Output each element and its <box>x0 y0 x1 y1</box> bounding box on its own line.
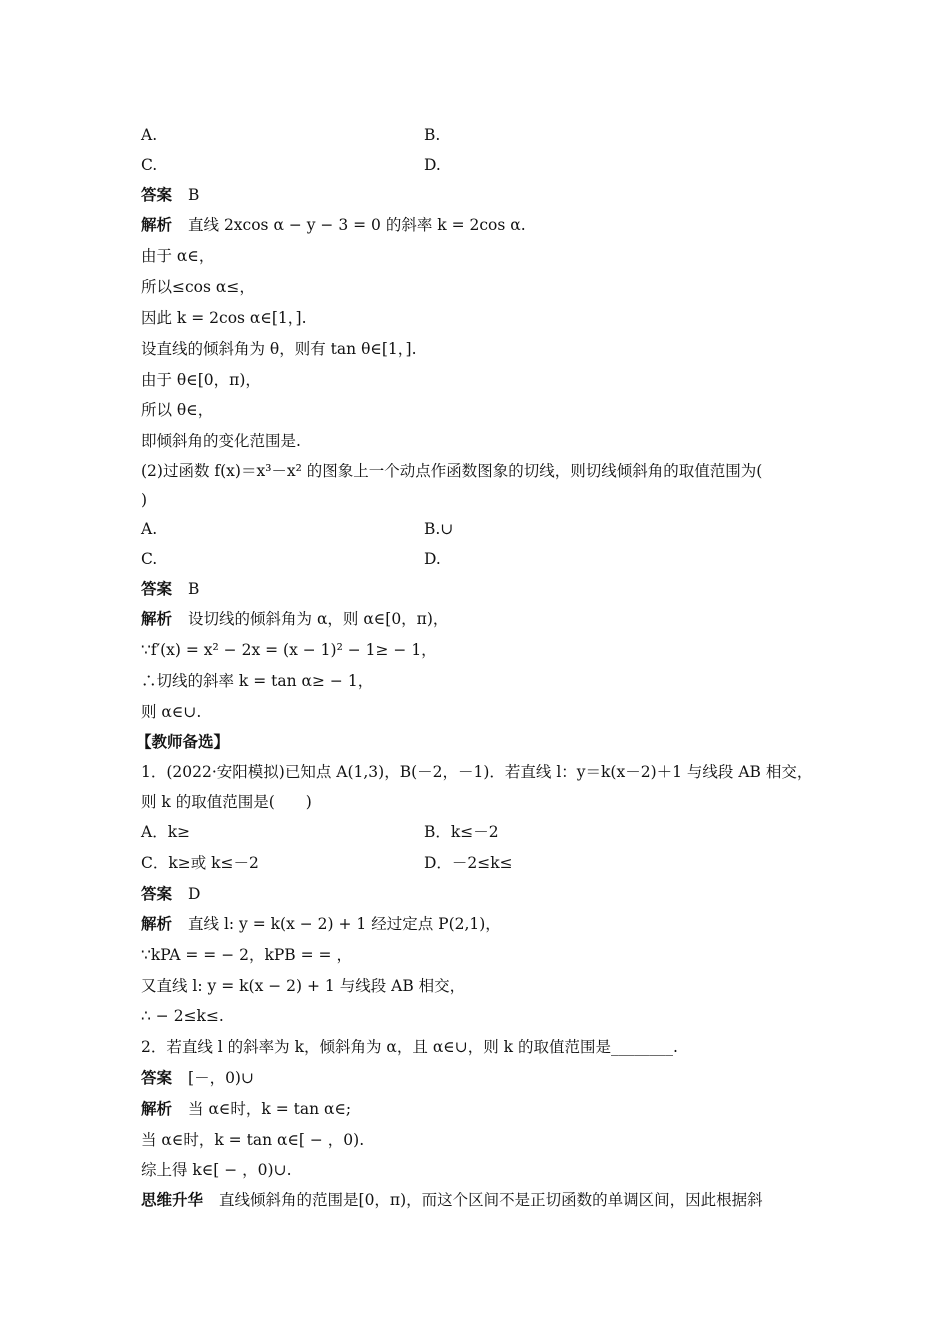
analysis-label: 解析 <box>141 1099 173 1118</box>
summary-line <box>141 1190 763 1210</box>
teacher-question-1-cont: 则 k 的取值范围是( ) <box>141 793 312 811</box>
option-b: B.∪ <box>424 520 454 538</box>
answer-value: D <box>188 885 201 903</box>
analysis-step: 则 α∈∪. <box>141 703 202 721</box>
analysis-text: 直线 2xcos α − y − 3 = 0 的斜率 k = 2cos α. <box>188 216 526 234</box>
analysis-step: 又直线 l: y = k(x − 2) + 1 与线段 AB 相交， <box>141 977 466 995</box>
option-d: D．－2≤k≤ <box>424 854 513 872</box>
answer-line <box>141 1068 254 1088</box>
option-b: B．k≤－2 <box>424 823 499 841</box>
analysis-step: 当 α∈时，k = tan α∈[ − ，0). <box>141 1131 365 1149</box>
analysis-step: ∴切线的斜率 k = tan α≥ − 1， <box>141 672 374 690</box>
analysis-label: 解析 <box>141 914 173 933</box>
option-a: A. <box>141 126 158 144</box>
option-d: D. <box>424 156 441 174</box>
analysis-line <box>141 215 526 235</box>
option-c: C．k≥或 k≤－2 <box>141 854 259 872</box>
answer-label: 答案 <box>141 185 173 204</box>
analysis-step: ∴ − 2≤k≤. <box>141 1007 224 1025</box>
analysis-line <box>141 914 501 934</box>
analysis-text: 设切线的倾斜角为 α，则 α∈[0，π)， <box>188 610 449 628</box>
option-d: D. <box>424 550 441 568</box>
analysis-text: 当 α∈时，k = tan α∈; <box>188 1100 352 1118</box>
option-c: C. <box>141 550 158 568</box>
answer-line <box>141 884 200 904</box>
analysis-step: 综上得 k∈[ − ，0)∪. <box>141 1161 292 1179</box>
teacher-question-1: 1．(2022·安阳模拟)已知点 A(1,3)，B(－2，－1)．若直线 l：y＝k(x－2)＋1 与线段 AB 相交， <box>141 763 813 781</box>
answer-line <box>141 185 199 205</box>
analysis-step: 所以 θ∈， <box>141 401 214 419</box>
option-a: A．k≥ <box>141 823 191 841</box>
analysis-step: 因此 k = 2cos α∈[1，]. <box>141 309 307 327</box>
answer-value: B <box>188 580 200 598</box>
answer-label: 答案 <box>141 579 173 598</box>
answer-label: 答案 <box>141 884 173 903</box>
analysis-step: 由于 θ∈[0，π)， <box>141 371 261 389</box>
answer-line <box>141 579 199 599</box>
analysis-line <box>141 1099 351 1119</box>
analysis-step: 所以≤cos α≤， <box>141 278 255 296</box>
analysis-step: 由于 α∈， <box>141 247 215 265</box>
option-a: A. <box>141 520 158 538</box>
analysis-step: 即倾斜角的变化范围是. <box>141 432 301 450</box>
analysis-text: 直线 l: y = k(x − 2) + 1 经过定点 P(2,1)， <box>188 915 501 933</box>
summary-label: 思维升华 <box>141 1190 204 1209</box>
analysis-label: 解析 <box>141 215 173 234</box>
analysis-label: 解析 <box>141 609 173 628</box>
teacher-heading: 【教师备选】 <box>136 732 230 751</box>
teacher-question-2: 2．若直线 l 的斜率为 k，倾斜角为 α，且 α∈∪，则 k 的取值范围是________. <box>141 1038 678 1056</box>
question-2-text: (2)过函数 f(x)＝x³－x² 的图象上一个动点作函数图象的切线，则切线倾斜角的取值范围为( <box>141 462 763 480</box>
option-c: C. <box>141 156 158 174</box>
analysis-line <box>141 609 448 629</box>
question-2-text-cont: ) <box>141 491 148 509</box>
analysis-step: 设直线的倾斜角为 θ，则有 tan θ∈[1，]. <box>141 340 417 358</box>
answer-value: [－，0)∪ <box>188 1069 254 1087</box>
answer-label: 答案 <box>141 1068 173 1087</box>
summary-text: 直线倾斜角的范围是[0，π)，而这个区间不是正切函数的单调区间，因此根据斜 <box>219 1191 763 1209</box>
analysis-step: ∵kPA = = − 2，kPB = = ， <box>141 946 352 964</box>
option-b: B. <box>424 126 441 144</box>
answer-value: B <box>188 186 200 204</box>
analysis-step: ∵f′(x) = x² − 2x = (x − 1)² − 1≥ − 1， <box>141 641 437 659</box>
